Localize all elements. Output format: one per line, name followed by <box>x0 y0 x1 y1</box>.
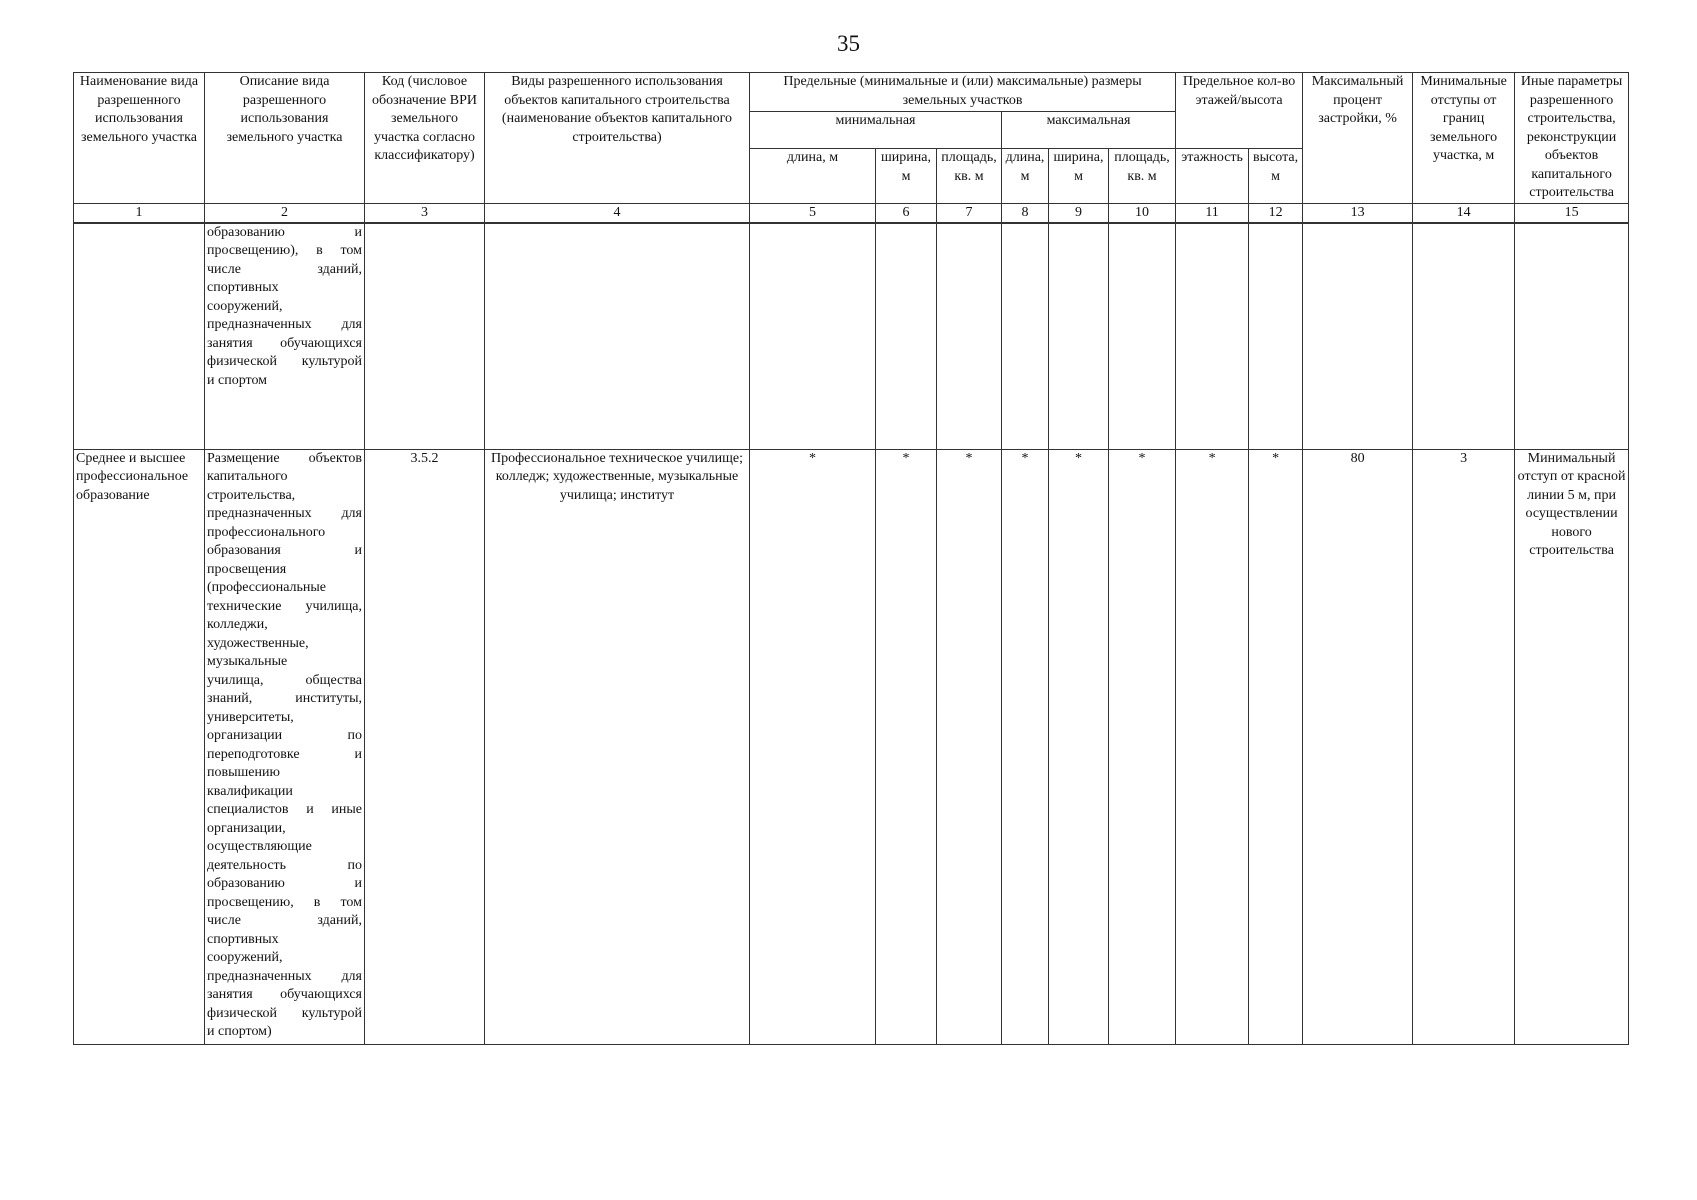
width-min-value: * <box>876 449 937 1044</box>
column-number: 3 <box>365 203 485 223</box>
use-description <box>205 449 365 1044</box>
description-line: просвещения <box>207 561 287 577</box>
header-row-1 <box>74 73 1629 112</box>
description-line: технические училища, <box>207 598 362 614</box>
cont-oks-cell <box>485 223 750 450</box>
description-line: организации, <box>207 820 286 836</box>
min-setback-value: 3 <box>1413 449 1515 1044</box>
column-number: 8 <box>1002 203 1049 223</box>
description-line: училища, общества <box>207 672 362 688</box>
column-number: 6 <box>876 203 937 223</box>
vri-code: 3.5.2 <box>365 449 485 1044</box>
description-line: сооружений, <box>207 298 283 314</box>
description-line: занятия обучающихся <box>207 987 362 1002</box>
description-line: колледжи, <box>207 617 268 632</box>
column-number: 11 <box>1176 203 1249 223</box>
description-line: и спортом) <box>207 1024 272 1039</box>
length-max-value: * <box>1002 449 1049 1044</box>
description-line: образованию и <box>207 224 362 240</box>
header-width-max: ширина, м <box>1049 149 1109 203</box>
description-line: (профессиональные <box>207 580 327 595</box>
width-max-value: * <box>1049 449 1109 1044</box>
header-height: высота, м <box>1249 149 1303 203</box>
column-number: 13 <box>1303 203 1413 223</box>
header-width-min: ширина, м <box>876 149 937 203</box>
description-line: предназначенных для <box>207 317 362 332</box>
floors-value: * <box>1176 449 1249 1044</box>
continuation-row <box>74 223 1629 450</box>
header-area-min: площадь, кв. м <box>937 149 1002 203</box>
column-number: 15 <box>1515 203 1629 223</box>
description-line: физической культурой <box>207 354 362 369</box>
header-other-params: Иные параметры разрешенного строительства, реконструкции объектов капитального строительства <box>1515 73 1629 204</box>
description-line: спортивных <box>207 280 279 295</box>
description-line: образованию и <box>207 876 362 891</box>
height-value: * <box>1249 449 1303 1044</box>
description-line: повышению <box>207 765 280 780</box>
header-min-setback: Минимальные отступы от границ земельного участка, м <box>1413 73 1515 204</box>
column-numbers-row <box>74 203 1629 223</box>
header-oks-types: Виды разрешенного использования объектов капитального строительства (наименование объектов капитального строительства) <box>485 73 750 204</box>
description-line: и спортом <box>207 372 268 388</box>
use-name: Среднее и высшее профессиональное образование <box>74 449 205 1044</box>
header-maximum: максимальная <box>1002 111 1176 149</box>
column-number: 4 <box>485 203 750 223</box>
description-line: профессионального <box>207 524 326 540</box>
description-line: музыкальные <box>207 654 288 669</box>
description-line: образования и <box>207 543 362 558</box>
header-length-min: длина, м <box>750 149 876 203</box>
column-number: 7 <box>937 203 1002 223</box>
land-use-regulations-table <box>73 72 1629 1045</box>
other-params-value: Минимальный отступ от красной линии 5 м, при осуществлении нового строительства <box>1515 449 1629 1044</box>
header-name: Наименование вида разрешенного использования земельного участка <box>74 73 205 204</box>
header-code: Код (числовое обозначение ВРИ земельного участка согласно классификатору) <box>365 73 485 204</box>
description-line: специалистов и иные <box>207 802 362 817</box>
main-row <box>74 449 1629 1044</box>
description-line: предназначенных для <box>207 506 362 521</box>
header-minimum: минимальная <box>750 111 1002 149</box>
header-length-max: длина, м <box>1002 149 1049 203</box>
description-line: числе зданий, <box>207 261 362 277</box>
column-number: 10 <box>1109 203 1176 223</box>
column-number: 5 <box>750 203 876 223</box>
column-number: 9 <box>1049 203 1109 223</box>
column-number: 1 <box>74 203 205 223</box>
page-number: 35 <box>837 31 860 56</box>
oks-types: Профессиональное техническое училище; колледж; художественные, музыкальные училища; институт <box>485 449 750 1044</box>
header-area-max: площадь, кв. м <box>1109 149 1176 203</box>
description-line: знаний, институты, <box>207 691 362 706</box>
area-min-value: * <box>937 449 1002 1044</box>
header-floors: этажность <box>1176 149 1249 203</box>
description-line: просвещению), в том <box>207 243 362 258</box>
column-number: 14 <box>1413 203 1515 223</box>
cont-code-cell <box>365 223 485 450</box>
description-line: строительства, <box>207 487 296 503</box>
area-max-value: * <box>1109 449 1176 1044</box>
header-max-build-percent: Максимальный процент застройки, % <box>1303 73 1413 204</box>
description-line: организации по <box>207 728 362 743</box>
max-build-percent-value: 80 <box>1303 449 1413 1044</box>
description-line: Размещение объектов <box>207 450 362 466</box>
description-line: числе зданий, <box>207 913 362 928</box>
description-line: сооружений, <box>207 950 283 965</box>
description-line: просвещению, в том <box>207 894 362 910</box>
description-line: физической культурой <box>207 1005 362 1021</box>
description-line: занятия обучающихся <box>207 335 362 351</box>
description-line: осуществляющие <box>207 839 312 854</box>
length-min-value: * <box>750 449 876 1044</box>
description-line: университеты, <box>207 709 294 725</box>
description-line: квалификации <box>207 783 293 799</box>
header-plot-sizes: Предельные (минимальные и (или) максимальные) размеры земельных участков <box>750 73 1176 112</box>
header-description: Описание вида разрешенного использования земельного участка <box>205 73 365 204</box>
description-line: художественные, <box>207 635 309 651</box>
cont-name-cell <box>74 223 205 450</box>
description-line: капитального <box>207 469 288 484</box>
description-line: предназначенных для <box>207 968 362 984</box>
description-line: деятельность по <box>207 857 362 873</box>
cont-description-cell <box>205 223 365 450</box>
column-number: 12 <box>1249 203 1303 223</box>
header-floors-height: Предельное кол-во этажей/высота <box>1176 73 1303 149</box>
description-line: спортивных <box>207 931 279 947</box>
column-number: 2 <box>205 203 365 223</box>
description-line: переподготовке и <box>207 746 362 762</box>
